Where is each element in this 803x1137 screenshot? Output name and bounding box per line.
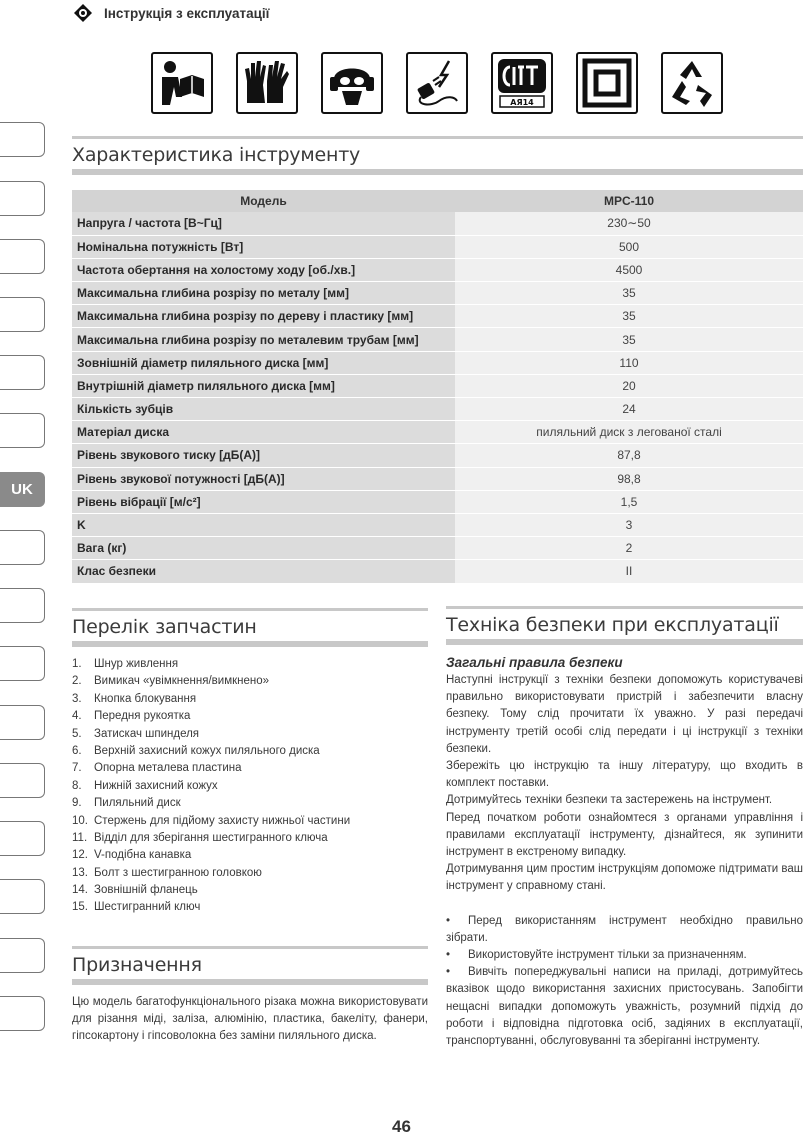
item-text: Опорна металева пластина	[94, 762, 242, 775]
row-label: Внутрішній діаметр пиляльного диска [мм]	[72, 374, 455, 397]
item-text: Затискач шпинделя	[94, 727, 200, 740]
item-text: Відділ для зберігання шестигранного ключа	[94, 831, 328, 844]
row-value: 35	[455, 328, 803, 351]
read-manual-icon	[151, 52, 213, 114]
row-value: 87,8	[455, 444, 803, 467]
side-tab-uk[interactable]: UK	[0, 472, 45, 507]
double-insulation-icon	[576, 52, 638, 114]
list-item	[72, 865, 428, 882]
bullet-icon: •	[446, 914, 451, 927]
safety-bullet	[446, 913, 803, 947]
row-value: 24	[455, 398, 803, 421]
col-model: Модель	[72, 190, 455, 212]
row-label: Номінальна потужність [Вт]	[72, 235, 455, 258]
row-label: Матеріал диска	[72, 421, 455, 444]
safety-icons-row	[151, 52, 723, 114]
row-value: 20	[455, 374, 803, 397]
list-item	[72, 708, 428, 725]
item-text: V-подібна канавка	[94, 849, 192, 862]
safety-paragraph: Дотримуйтесь техніки безпеки та застережень на інструмент.	[446, 794, 773, 807]
table-row	[72, 421, 803, 444]
side-tab[interactable]	[0, 355, 45, 390]
bullet-icon: •	[446, 966, 451, 979]
item-number: 8.	[72, 779, 82, 792]
list-item	[72, 760, 428, 777]
row-value: 2	[455, 537, 803, 560]
list-item	[72, 743, 428, 760]
recycle-icon	[661, 52, 723, 114]
table-row	[72, 560, 803, 583]
list-item	[72, 795, 428, 812]
item-number: 7.	[72, 762, 82, 775]
item-number: 3.	[72, 692, 82, 705]
item-number: 10.	[72, 814, 88, 827]
item-text: Кнопка блокування	[94, 692, 197, 705]
bullet-text: Вивчіть попереджувальні написи на приладі, дотримуйтесь вказівок щодо використання захисних пристосувань. Запобігти нещасні випадки допоможуть уважність, розумний підхід до роботи і відповідна підготовка осіб, задіяних в експлуатації, транспортуванні, обслуговуванні та зберіганні інструменту.	[446, 966, 803, 1048]
item-number: 9.	[72, 797, 82, 810]
side-tab[interactable]	[0, 530, 45, 565]
side-tab[interactable]	[0, 763, 45, 798]
item-number: 5.	[72, 727, 82, 740]
row-value: 1,5	[455, 490, 803, 513]
table-row	[72, 351, 803, 374]
row-label: Рівень звукового тиску [дБ(А)]	[72, 444, 455, 467]
row-label: Частота обертання на холостому ходу [об./хв.]	[72, 258, 455, 281]
side-tab[interactable]	[0, 705, 45, 740]
row-label: Вага (кг)	[72, 537, 455, 560]
item-number: 15.	[72, 901, 88, 914]
item-text: Шнур живлення	[94, 658, 179, 670]
row-label: Напруга / частота [В~Гц]	[72, 212, 455, 235]
item-number: 11.	[72, 831, 88, 844]
table-row	[72, 305, 803, 328]
row-value: 110	[455, 351, 803, 374]
item-text: Вимикач «увімкнення/вимкнено»	[94, 675, 270, 688]
table-row	[72, 374, 803, 397]
list-item	[72, 673, 428, 690]
spec-table	[72, 190, 803, 584]
bullet-text: Використовуйте інструмент тільки за призначенням.	[468, 949, 747, 962]
row-label: Максимальна глибина розрізу по дереву і пластику [мм]	[72, 305, 455, 328]
list-item	[72, 882, 428, 899]
page-number: 46	[392, 1117, 411, 1136]
header-title: Інструкція з експлуатації	[104, 5, 270, 21]
side-tab[interactable]	[0, 879, 45, 914]
unplug-icon	[406, 52, 468, 114]
list-item	[72, 726, 428, 743]
row-value: 230∼50	[455, 212, 803, 235]
list-item	[72, 656, 428, 673]
item-text: Шестигранний ключ	[94, 901, 201, 914]
table-row	[72, 235, 803, 258]
table-row	[72, 258, 803, 281]
item-number: 14.	[72, 884, 88, 897]
list-item	[72, 691, 428, 708]
item-text: Пиляльний диск	[94, 797, 181, 810]
row-value: 4500	[455, 258, 803, 281]
table-row	[72, 328, 803, 351]
item-number: 6.	[72, 744, 82, 757]
safety-bullet	[446, 964, 803, 1050]
side-tab[interactable]	[0, 239, 45, 274]
purpose-section-title: Призначення	[72, 954, 202, 976]
list-item	[72, 830, 428, 847]
brand-logo-icon	[72, 3, 94, 23]
bullet-text: Перед використанням інструмент необхідно правильно зібрати.	[446, 914, 803, 944]
col-value: MPC-110	[455, 190, 803, 212]
side-tab[interactable]	[0, 646, 45, 681]
list-item	[72, 778, 428, 795]
row-value: 500	[455, 235, 803, 258]
table-row	[72, 513, 803, 536]
table-row	[72, 398, 803, 421]
row-value: II	[455, 560, 803, 583]
table-row	[72, 444, 803, 467]
row-value: пиляльний диск з легованої сталі	[455, 421, 803, 444]
table-row	[72, 537, 803, 560]
row-label: Максимальна глибина розрізу по металу [мм]	[72, 282, 455, 305]
item-text: Зовнішній фланець	[94, 884, 198, 897]
spec-table-header	[72, 190, 803, 212]
certification-icon	[491, 52, 553, 114]
list-item	[72, 847, 428, 864]
spec-section-heading	[72, 136, 803, 175]
row-value: 98,8	[455, 467, 803, 490]
item-number: 2.	[72, 675, 82, 688]
safety-paragraph: Збережіть цю інструкцію та іншу літературу, що входить в комплект поставки.	[446, 760, 803, 790]
parts-section-title: Перелік запчастин	[72, 616, 257, 638]
bullet-icon: •	[446, 949, 451, 962]
item-text: Болт з шестигранною головкою	[94, 866, 262, 879]
side-tab[interactable]	[0, 413, 45, 448]
row-label: Клас безпеки	[72, 560, 455, 583]
safety-paragraph: Наступні інструкції з техніки безпеки допоможуть користувачеві правильно використовувати пристрій і забезпечити власну безпеку. Тому слід прочитати їх уважно. У разі передачі інструменту третій особі слід передати і ці інструкції з техніки безпеки.	[446, 674, 803, 755]
side-tab[interactable]	[0, 938, 45, 973]
item-number: 1.	[72, 658, 82, 670]
item-number: 4.	[72, 710, 82, 723]
side-tab[interactable]	[0, 122, 45, 157]
table-row	[72, 212, 803, 235]
purpose-section-heading	[72, 946, 428, 985]
parts-section-heading	[72, 608, 428, 647]
safety-paragraph: Перед початком роботи ознайомтеся з органами управління і правилами експлуатації інструменту, дізнайтеся, як зупинити інструмент в екстреному випадку.	[446, 811, 803, 859]
table-row	[72, 490, 803, 513]
side-tab[interactable]	[0, 996, 45, 1031]
spec-section-title: Характеристика інструменту	[72, 144, 361, 166]
gloves-icon	[236, 52, 298, 114]
row-label: Максимальна глибина розрізу по металевим трубам [мм]	[72, 328, 455, 351]
list-item	[72, 813, 428, 830]
safety-bullet	[446, 947, 803, 964]
row-label: Рівень звукової потужності [дБ(А)]	[72, 467, 455, 490]
safety-paragraph: Дотримування цим простим інструкціям допоможе підтримати ваш інструмент у справному стані.	[446, 863, 803, 893]
row-label: K	[72, 513, 455, 536]
item-number: 12.	[72, 849, 88, 862]
safety-subtitle: Загальні правила безпеки	[446, 655, 623, 670]
safety-body	[446, 654, 803, 1050]
row-value: 35	[455, 282, 803, 305]
safety-section-title: Техніка безпеки при експлуатації	[446, 614, 779, 636]
list-item	[72, 899, 428, 916]
safety-section-heading	[446, 606, 803, 645]
side-tab[interactable]	[0, 821, 45, 856]
row-label: Рівень вібрації [м/с²]	[72, 490, 455, 513]
item-text: Стержень для підйому захисту нижньої частини	[94, 814, 351, 827]
purpose-text: Цю модель багатофункціонального різака можна використовувати для різання міді, заліза, алюмінію, пластика, бакеліту, фанери, гіпсокартону і гіпсоволокна без заміни пиляльного диска.	[72, 996, 428, 1042]
protective-gear-icon	[321, 52, 383, 114]
row-label: Кількість зубців	[72, 398, 455, 421]
side-tab[interactable]	[0, 588, 45, 623]
table-row	[72, 467, 803, 490]
table-row	[72, 282, 803, 305]
row-value: 35	[455, 305, 803, 328]
certification-label: АЯ14	[510, 98, 534, 107]
side-tab[interactable]	[0, 297, 45, 332]
item-text: Верхній захисний кожух пиляльного диска	[94, 744, 320, 757]
side-tab[interactable]	[0, 181, 45, 216]
parts-list	[72, 656, 428, 917]
item-number: 13.	[72, 866, 88, 879]
row-value: 3	[455, 513, 803, 536]
row-label: Зовнішній діаметр пиляльного диска [мм]	[72, 351, 455, 374]
item-text: Нижній захисний кожух	[94, 779, 218, 792]
page-header	[72, 2, 269, 24]
item-text: Передня рукоятка	[94, 710, 191, 723]
